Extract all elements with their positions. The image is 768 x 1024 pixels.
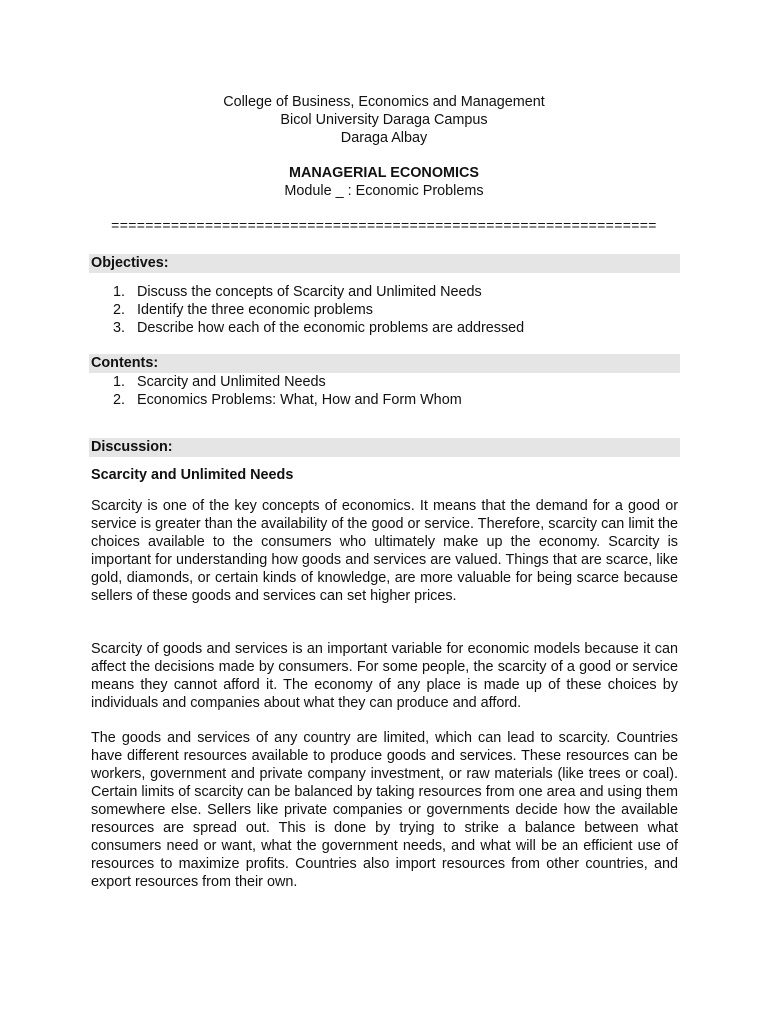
list-item: 2. Identify the three economic problems [113, 302, 373, 318]
list-item: 1. Discuss the concepts of Scarcity and Unlimited Needs [113, 284, 482, 300]
list-item: 2. Economics Problems: What, How and Form Whom [113, 392, 462, 408]
objectives-heading: Objectives: [89, 254, 680, 273]
paragraph-1: Scarcity is one of the key concepts of economics. It means that the demand for a good or service is greater than the availability of the good or service. Therefore, scarcity can limit the choices available to the consumers who ultimately make up the economy. Scarcity is important for understanding how goods and services are valued. Things that are scarce, like gold, diamonds, or certain kinds of knowledge, are more valuable for being scarce because sellers of these goods and services can set higher prices. [91, 498, 678, 604]
paragraph-3: The goods and services of any country are limited, which can lead to scarcity. Countries have different resources available to produce goods and services. These resources can be workers, government and private company investment, or raw materials (like trees or coal). Certain limits of scarcity can be balanced by taking resources from one area and using them somewhere else. Sellers like private companies or governments decide how the available resources are spread out. This is done by trying to strike a balance between what consumers need or want, what the government needs, and what will be an efficient use of resources to maximize profits. Countries also import resources from other countries, and export resources from their own. [91, 730, 678, 890]
separator-rule: ================================================================ [111, 217, 657, 233]
list-item: 3. Describe how each of the economic problems are addressed [113, 320, 525, 336]
paragraph-2: Scarcity of goods and services is an important variable for economic models because it can affect the decisions made by consumers. For some people, the scarcity of a good or service means they cannot afford it. The economy of any place is made up of these choices by individuals and companies about what they can produce and afford. [91, 641, 678, 711]
objectives-list [113, 283, 524, 337]
list-item: 1. Scarcity and Unlimited Needs [113, 374, 326, 390]
contents-heading: Contents: [89, 354, 680, 373]
course-title: MANAGERIAL ECONOMICS [288, 165, 479, 181]
section-subheading: Scarcity and Unlimited Needs [91, 467, 294, 483]
module-title: Module _ : Economic Problems [284, 183, 484, 199]
college-name: College of Business, Economics and Management [223, 94, 545, 110]
document-header [0, 93, 768, 200]
contents-list [113, 373, 462, 409]
campus-name: Bicol University Daraga Campus [280, 112, 488, 128]
discussion-heading: Discussion: [89, 438, 680, 457]
campus-location: Daraga Albay [340, 130, 428, 146]
